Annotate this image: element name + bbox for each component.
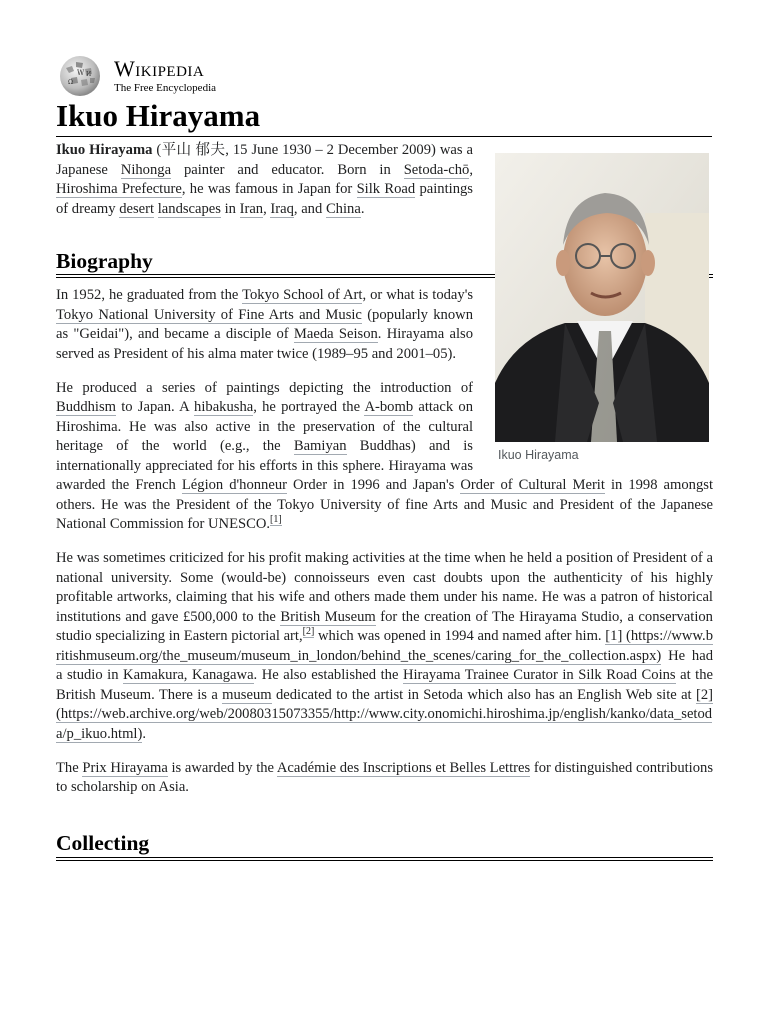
- text: is awarded by the: [167, 759, 277, 776]
- text: .: [142, 725, 146, 742]
- section-heading-biography: Biography: [56, 252, 713, 279]
- citation-2[interactable]: [303, 626, 315, 638]
- link-tokyo-university-arts[interactable]: Tokyo National University of Fine Arts and Music: [56, 306, 362, 323]
- text: He produced a series of paintings depicting the introduction of: [56, 379, 473, 396]
- link-buddhism[interactable]: Buddhism: [56, 399, 117, 416]
- text: , and: [293, 200, 326, 217]
- text: He was sometimes criticized for his profit making activities at the time when he held a position of President of a national university. Some (would-be) connoisseurs even cast doubts upon the authenticity of his highly profitable artworks, claiming that his wife and others made them under his name. He was a patron of historical institutions and gave £500,000 to the: [56, 550, 713, 625]
- text: dedicated to the artist in Setoda which also has an English Web site at: [271, 686, 696, 703]
- page-title: Ikuo Hirayama: [56, 98, 712, 137]
- text: , 15 June 1930 – 2 December 2009) was a Japanese: [56, 142, 473, 178]
- wikipedia-header[interactable]: [56, 54, 216, 98]
- biography-paragraph-3: [56, 549, 713, 744]
- wordmark-tagline: The Free Encyclopedia: [114, 82, 217, 94]
- link-iraq[interactable]: Iraq: [270, 200, 294, 217]
- text: to Japan. A: [116, 399, 195, 416]
- wikipedia-globe-icon: [56, 54, 104, 98]
- biography-paragraph-4: [56, 759, 713, 798]
- text: paintings of dreamy: [56, 181, 473, 217]
- portrait-photo[interactable]: [495, 153, 709, 442]
- citation-link-1[interactable]: [1]: [270, 514, 282, 526]
- link-a-bomb[interactable]: A-bomb: [364, 399, 414, 416]
- text: (popularly known as "Geidai"), and became a disciple of: [56, 306, 473, 343]
- link-maeda-seison[interactable]: Maeda Seison: [293, 326, 378, 343]
- citation-1[interactable]: [270, 514, 282, 526]
- text: , he was famous in Japan for: [181, 181, 357, 197]
- svg-text:Ω: Ω: [68, 79, 73, 86]
- link-bamiyan[interactable]: Bamiyan: [293, 438, 347, 455]
- svg-text:W: W: [77, 69, 85, 77]
- text: , or what is today's: [362, 287, 473, 304]
- text: in 1998 amongst others. He was the President of the Tokyo University of fine Arts and Music and President of the Japanese National Commission for UNESCO.: [56, 477, 714, 533]
- link-desert[interactable]: desert: [119, 200, 155, 217]
- wikipedia-wordmark: [114, 58, 216, 94]
- text: painter and educator. Born in: [171, 161, 404, 178]
- external-link-british-museum[interactable]: [1] (https://www.britishmuseum.org/the_museum/museum_in_london/behind_the_scenes/caring_for_the_collection.aspx): [56, 628, 714, 664]
- link-iran[interactable]: Iran: [239, 200, 264, 217]
- text: In 1952, he graduated from the: [56, 287, 243, 304]
- citation-link-2[interactable]: [2]: [302, 626, 315, 638]
- link-order-of-cultural-merit[interactable]: Order of Cultural Merit: [460, 477, 605, 494]
- article-content: [56, 141, 713, 861]
- external-link-setoda-museum[interactable]: [2] (https://web.archive.org/web/20080315073355/http://www.city.onomichi.hiroshima.jp/english/kanko/data_setoda/p_ikuo.html): [56, 686, 713, 742]
- link-hibakusha[interactable]: hibakusha: [194, 399, 254, 416]
- link-hirayama-trainee-curator[interactable]: Hirayama Trainee Curator in Silk Road Coins: [402, 667, 676, 684]
- svg-text:И: И: [86, 71, 92, 78]
- infobox: [495, 153, 711, 466]
- text: . Hirayama also served as President of his alma mater twice (1989–95 and 2001–05).: [56, 326, 473, 362]
- text: Order in 1996 and Japan's: [287, 477, 461, 494]
- link-hiroshima-prefecture[interactable]: Hiroshima Prefecture: [56, 181, 182, 197]
- text: at the British Museum. There is a: [56, 667, 713, 703]
- link-setoda[interactable]: Setoda-chō: [403, 161, 470, 178]
- text: The: [56, 759, 83, 776]
- text: in: [220, 200, 240, 217]
- text: which was opened in 1994 and named after him.: [314, 628, 606, 645]
- text: attack on Hiroshima. He was also active in the preservation of the cultural heritage of the world (e.g., the: [56, 399, 473, 455]
- infobox-caption: Ikuo Hirayama: [498, 448, 579, 462]
- lead-name: Ikuo Hirayama: [56, 142, 153, 158]
- link-china[interactable]: China: [325, 200, 361, 217]
- text: He had a studio in: [56, 647, 713, 684]
- text: for distinguished contributions to scholarship on Asia.: [56, 759, 714, 796]
- link-legion-dhonneur[interactable]: Légion d'honneur: [181, 477, 287, 494]
- link-museum[interactable]: museum: [222, 686, 272, 703]
- lead-paragraph: Ikuo Hirayama (平山 郁夫, 15 June 1930 – 2 December 2009) was a Japanese Nihonga painter and educator. Born in Setoda-chō, Hiroshima Prefecture, he was famous in Japan for Silk Road paintings of dreamy desert landscapes in Iran, Iraq, and China.: [56, 142, 473, 217]
- link-tokyo-school-of-art[interactable]: Tokyo School of Art: [242, 287, 363, 304]
- link-landscapes[interactable]: landscapes: [157, 200, 221, 217]
- link-academie[interactable]: Académie des Inscriptions et Belles Lettres: [276, 759, 531, 776]
- text: .: [360, 200, 365, 217]
- japanese-name: 平山 郁夫: [161, 142, 226, 158]
- section-heading-collecting: Collecting: [56, 834, 713, 861]
- text: ,: [469, 161, 473, 178]
- text: Buddhas) and is internationally appreciated for his efforts in this sphere. Hirayama was awarded the French: [56, 438, 473, 494]
- link-kamakura[interactable]: Kamakura, Kanagawa: [123, 667, 254, 684]
- link-prix-hirayama[interactable]: Prix Hirayama: [82, 759, 168, 776]
- link-silk-road[interactable]: Silk Road: [356, 181, 416, 197]
- text: , he portrayed the: [253, 399, 365, 416]
- link-british-museum[interactable]: British Museum: [280, 608, 376, 625]
- wordmark-name: Wikipedia: [114, 56, 205, 81]
- link-nihonga[interactable]: Nihonga: [120, 161, 172, 178]
- text: . He also established the: [253, 667, 403, 684]
- text: for the creation of The Hirayama Studio, a conservation studio specializing in Eastern pictorial art,: [56, 608, 713, 645]
- text: ,: [263, 200, 271, 217]
